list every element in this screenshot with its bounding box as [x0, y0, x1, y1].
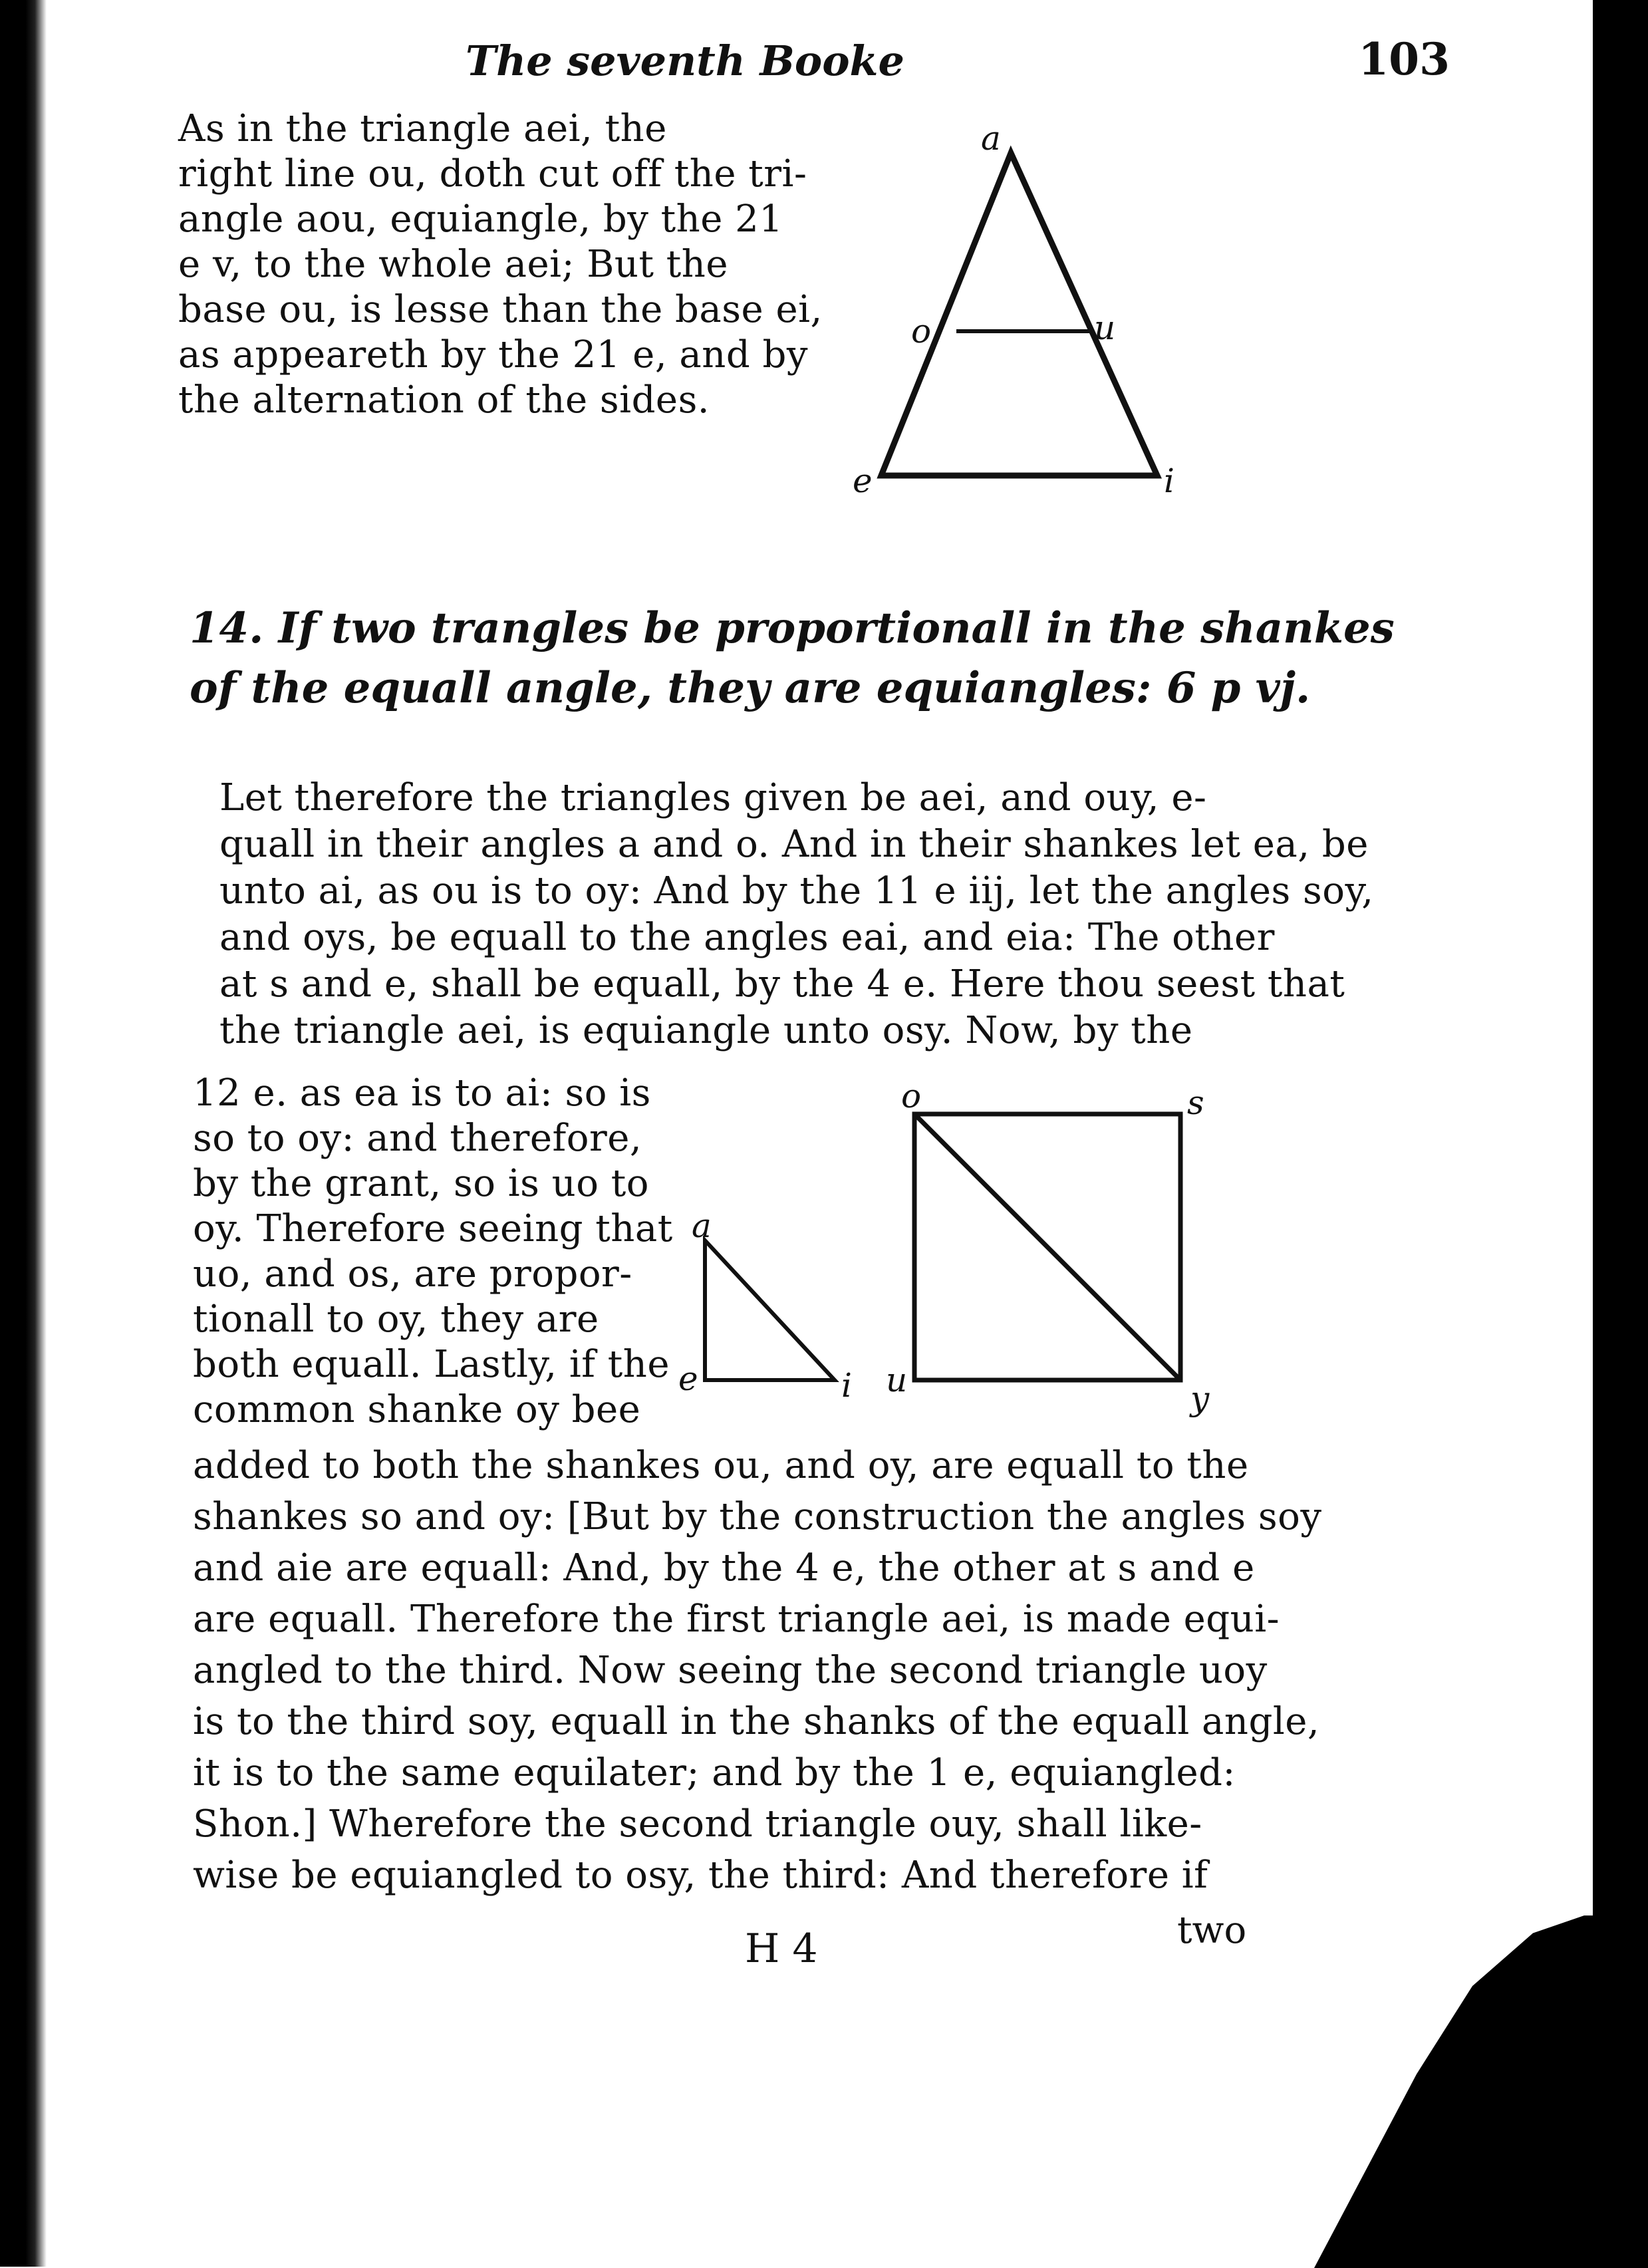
text-line: common shanke oy bee [193, 1388, 641, 1431]
text-line: by the grant, so is uo to [193, 1162, 649, 1205]
triangles-figure-aei-osy [672, 1077, 1270, 1423]
label-e: e [678, 1359, 698, 1398]
text-line: angled to the third. Now seeing the second triangle uoy [193, 1649, 1268, 1692]
label-a: a [981, 119, 1001, 158]
paragraph-2 [219, 775, 1374, 1054]
label-o: o [911, 312, 932, 351]
text-line: oy. Therefore seeing that [193, 1207, 673, 1250]
text-line: it is to the same equilater; and by the 1 e, equiangled: [193, 1751, 1236, 1794]
running-title: The seventh Booke [466, 37, 904, 85]
proposition-line: 14. If two trangles be proportionall in the shankes [190, 603, 1395, 653]
paragraph-3 [193, 1071, 672, 1433]
scan-corner-shadow [1184, 1915, 1648, 2268]
text-line: and oys, be equall to the angles eai, and eia: The other [219, 916, 1275, 959]
label-s: s [1187, 1083, 1204, 1122]
signature-mark: H 4 [745, 1925, 818, 1972]
label-a: a [692, 1206, 712, 1245]
label-e: e [853, 462, 873, 500]
text-line: the triangle aei, is equiangle unto osy. Now, by the [219, 1009, 1193, 1052]
text-line: as appeareth by the 21 e, and by [178, 333, 808, 376]
text-line: uo, and os, are propor- [193, 1252, 632, 1296]
text-line: tionall to oy, they are [193, 1298, 599, 1341]
text-line: both equall. Lastly, if the [193, 1343, 670, 1386]
text-line: at s and e, shall be equall, by the 4 e. Here thou seest that [219, 962, 1345, 1006]
label-u: u [886, 1361, 908, 1399]
text-line: the alternation of the sides. [178, 378, 710, 422]
text-line: Shon.] Wherefore the second triangle ouy, shall like- [193, 1802, 1202, 1846]
text-line: angle aou, equiangle, by the 21 [178, 198, 783, 241]
text-line: added to both the shankes ou, and oy, are equall to the [193, 1444, 1249, 1487]
text-line: unto ai, as ou is to oy: And by the 11 e iij, let the angles soy, [219, 869, 1374, 913]
text-line: right line ou, doth cut off the tri- [178, 152, 807, 196]
scan-left-edge [0, 0, 47, 2267]
text-line: wise be equiangled to osy, the third: And therefore if [193, 1854, 1208, 1897]
label-u: u [1094, 309, 1116, 347]
catchword: two [1177, 1909, 1247, 1952]
paragraph-1 [178, 106, 823, 423]
text-line: is to the third soy, equall in the shanks of the equall angle, [193, 1700, 1320, 1743]
text-line: so to oy: and therefore, [193, 1117, 642, 1160]
triangle-figure-aei [845, 120, 1217, 505]
label-i: i [841, 1366, 852, 1405]
text-line: shankes so and oy: [But by the construction the angles soy [193, 1495, 1322, 1538]
text-line: As in the triangle aei, the [178, 107, 667, 150]
paragraph-4 [193, 1440, 1322, 1901]
label-o: o [901, 1077, 922, 1115]
text-line: are equall. Therefore the first triangle aei, is made equi- [193, 1598, 1280, 1641]
label-i: i [1164, 462, 1174, 500]
text-line: quall in their angles a and o. And in their shankes let ea, be [219, 823, 1369, 866]
text-line: and aie are equall: And, by the 4 e, the other at s and e [193, 1546, 1255, 1590]
text-line: e v, to the whole aei; But the [178, 243, 728, 286]
label-y: y [1190, 1379, 1210, 1418]
proposition-line: of the equall angle, they are equiangles: 6 p vj. [190, 663, 1311, 713]
diagonal-oy [914, 1114, 1180, 1380]
running-header [466, 30, 1450, 96]
text-line: 12 e. as ea is to ai: so is [193, 1071, 651, 1115]
proposition-14 [190, 599, 1395, 718]
text-line: base ou, is lesse than the base ei, [178, 288, 823, 331]
page-number: 103 [1358, 33, 1450, 85]
triangle-aei-small [705, 1240, 835, 1380]
text-line: Let therefore the triangles given be aei, and ouy, e- [219, 776, 1207, 819]
